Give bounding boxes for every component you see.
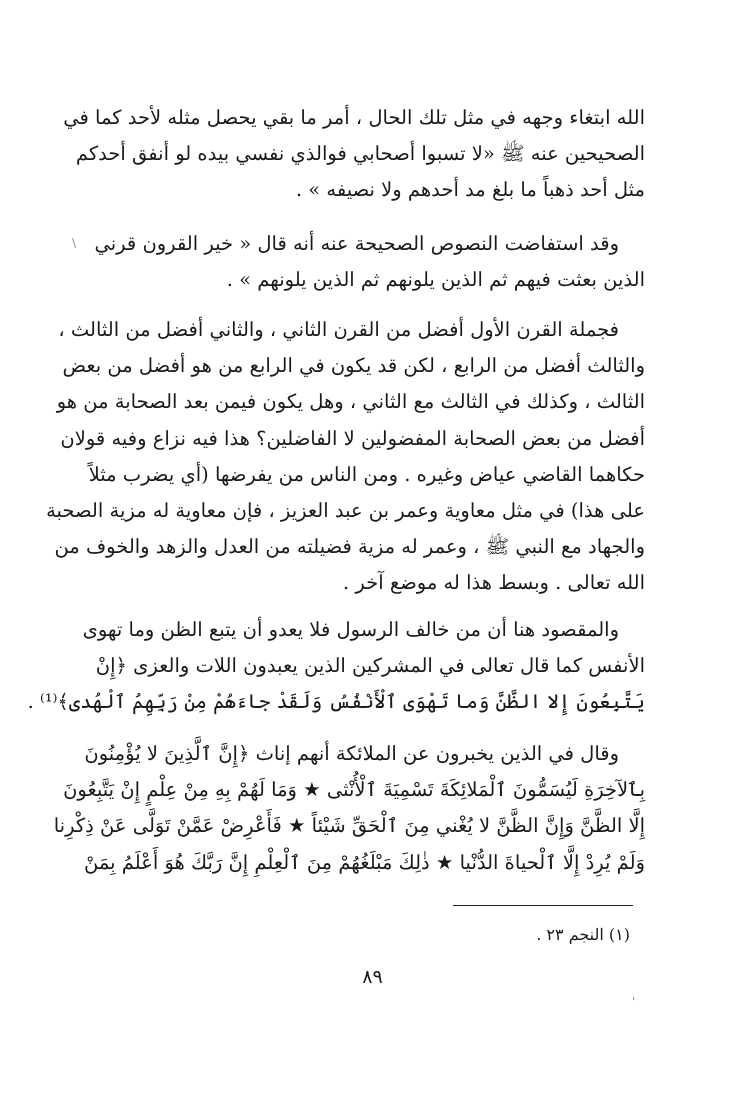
page-number: ٨٩ bbox=[362, 966, 383, 988]
text-line: الأنفس كما قال تعالى في المشركين الذين يعبدون اللات والعزى ﴿إِنْ bbox=[95, 654, 645, 678]
footnote: (١) النجم ٢٣ . bbox=[536, 925, 630, 944]
text-line: وقد استفاضت النصوص الصحيحة عنه أنه قال « خير القرون قرني bbox=[94, 232, 619, 255]
text-line: وقال في الذين يخبرون عن الملائكة أنهم إناث ﴿إِنَّ ٱلَّذِينَ لا يُؤْمِنُونَ bbox=[84, 742, 619, 765]
text-line: بِٱلآخِرَةِ لَيُسَمُّونَ ٱلْمَلائِكَةَ تَسْمِيَةَ ٱلْأُنْثى ★ وَمَا لَهُمْ بِهِ مِنْ عِلْمٍ إِنْ يَتَّبِعُونَ bbox=[63, 778, 645, 802]
text-line: الثالث ، وكذلك في الثالث مع الثاني ، وهل يكون فيمن بعد الصحابة من هو bbox=[56, 390, 645, 414]
paragraph-3 bbox=[46, 312, 645, 602]
margin-mark: ' bbox=[632, 995, 636, 1009]
margin-mark: \ bbox=[72, 236, 77, 250]
paragraph-2 bbox=[94, 226, 645, 298]
text-line: إِلَّا الظَّنَّ وَإِنَّ الظَّنَّ لا يُغْني مِنَ ٱلْحَقِّ شَيْئاً ★ فَأَعْرِضْ عَمَّنْ تَوَلَّى عَنْ ذِكْرِنا bbox=[53, 814, 645, 838]
text-line: أفضل من بعض الصحابة المفضولين لا الفاضلين؟ هذا فيه نزاع وفيه قولان bbox=[60, 426, 645, 450]
text-line: حكاهما القاضي عياض وغيره . ومن الناس من يفرضها (أي يضرب مثلاً bbox=[88, 462, 645, 486]
text-line: مثل أحد ذهباً ما بلغ مد أحدهم ولا نصيفه » . bbox=[295, 178, 645, 202]
paragraph-4 bbox=[27, 612, 645, 721]
text-line: فجملة القرن الأول أفضل من القرن الثاني ، والثاني أفضل من الثالث ، bbox=[58, 318, 619, 341]
text-line: يَتَّبِعُونَ إِلا الظَّنَّ وَما تَهْوَى ٱلْأَنْفُسُ وَلَقَدْ جاءَهُمْ مِنْ رَبِّهِمُ ٱلْهُدى﴾⁽¹⁾ . bbox=[27, 690, 645, 714]
footnote-divider bbox=[453, 905, 633, 906]
text-line: والجهاد مع النبي ﷺ ، وعمر له مزية فضيلته من العدل والزهد والخوف من bbox=[54, 535, 645, 559]
text-line: على هذا) في مثل معاوية وعمر بن عبد العزيز ، فإن معاوية له مزية الصحبة bbox=[46, 499, 645, 523]
text-line: الله ابتغاء وجهه في مثل تلك الحال ، أمر ما بقي يحصل مثله لأحد كما في bbox=[63, 106, 645, 129]
paragraph-1 bbox=[63, 100, 645, 209]
text-line: الله تعالى . وبسط هذا له موضع آخر . bbox=[343, 571, 645, 595]
text-line: وَلَمْ يُرِدْ إِلَّا ٱلْحياةَ الدُّنْيا ★ ذٰلِكَ مَبْلَغُهُمْ مِنَ ٱلْعِلْمِ إِنَّ رَبَّكَ هُوَ أَعْلَمُ بِمَنْ bbox=[84, 850, 645, 874]
paragraph-5 bbox=[53, 736, 645, 881]
text-line: والمقصود هنا أن من خالف الرسول فلا يعدو أن يتبع الظن وما تهوى bbox=[82, 618, 619, 641]
text-line: والثالث أفضل من الرابع ، لكن قد يكون في الرابع من هو أفضل من بعض bbox=[62, 354, 645, 378]
text-line: الصحيحين عنه ﷺ «لا تسبوا أصحابي فوالذي نفسي بيده لو أنفق أحدكم bbox=[75, 142, 645, 166]
text-line: الذين بعثت فيهم ثم الذين يلونهم ثم الذين يلونهم » . bbox=[226, 268, 645, 292]
